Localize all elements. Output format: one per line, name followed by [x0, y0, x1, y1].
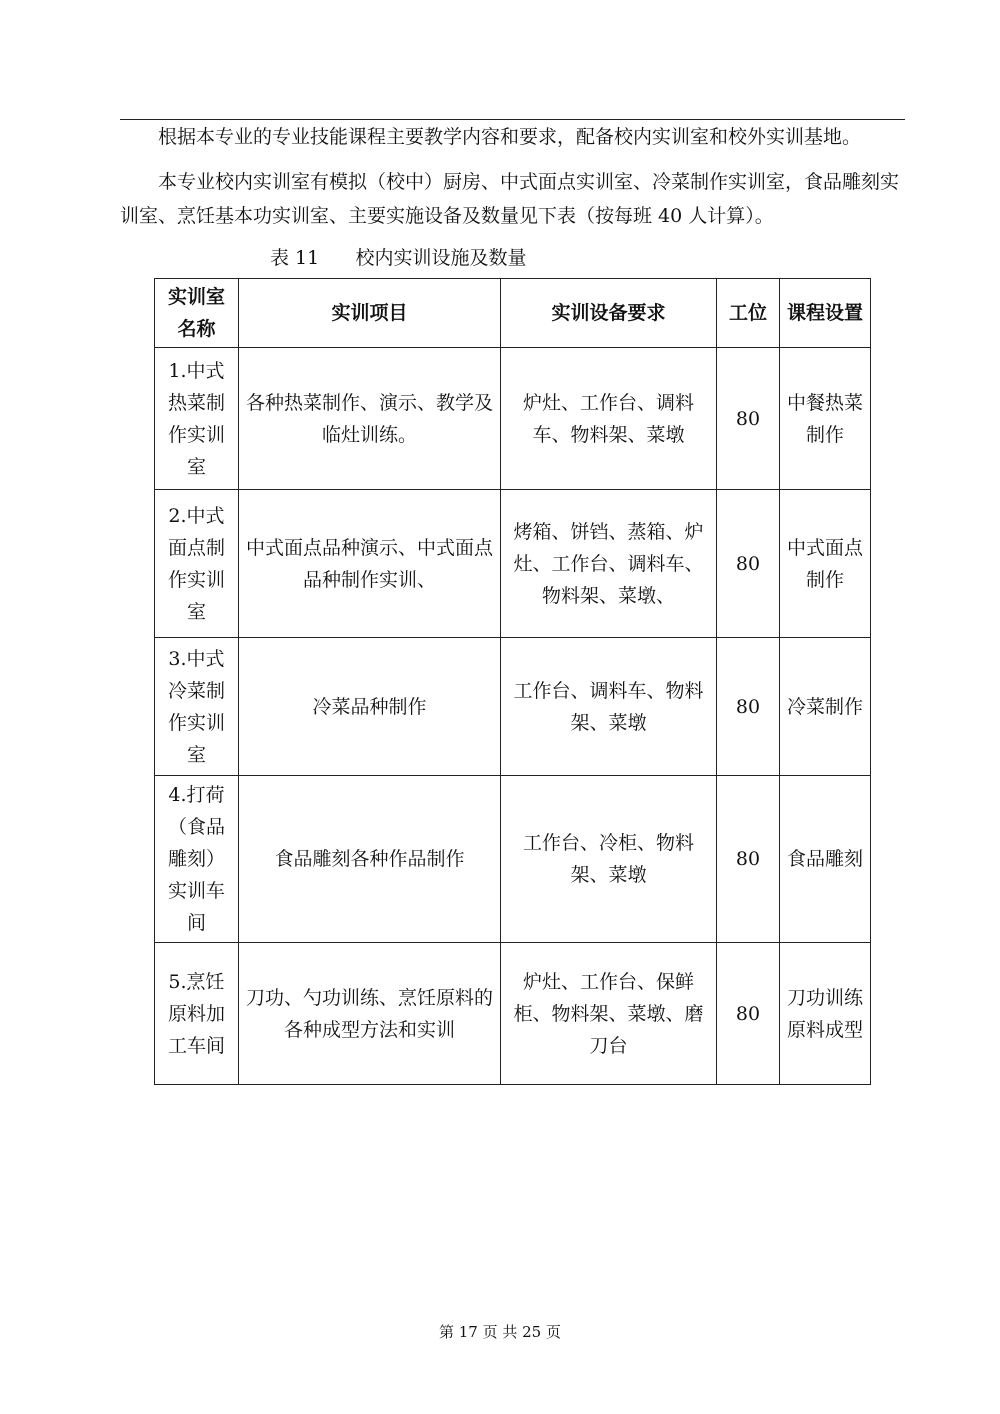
cell-course: 食品雕刻 [780, 776, 871, 943]
header-equipment: 实训设备要求 [501, 279, 717, 348]
table-row [155, 943, 871, 1085]
cell-equipment: 工作台、调料车、物料架、菜墩 [501, 638, 717, 776]
intro-paragraph: 根据本专业的专业技能课程主要教学内容和要求，配备校内实训室和校外实训基地。 [158, 126, 862, 148]
cell-positions: 80 [717, 776, 780, 943]
table-row [155, 348, 871, 490]
header-item: 实训项目 [239, 279, 501, 348]
cell-positions: 80 [717, 943, 780, 1085]
cell-training-item: 刀功、勺功训练、烹饪原料的各种成型方法和实训 [239, 943, 501, 1085]
cell-training-item: 食品雕刻各种作品制作 [239, 776, 501, 943]
cell-positions: 80 [717, 490, 780, 638]
table-caption [270, 243, 526, 273]
facilities-paragraph: 本专业校内实训室有模拟（校中）厨房、中式面点实训室、冷菜制作实训室，食品雕刻实训室、烹饪基本功实训室、主要实施设备及数量见下表（按每班 40 人计算）。 [120, 171, 900, 227]
cell-training-item: 各种热菜制作、演示、教学及临灶训练。 [239, 348, 501, 490]
header-positions: 工位 [717, 279, 780, 348]
cell-room-name: 5.烹饪原料加工车间 [155, 943, 239, 1085]
header-course: 课程设置 [780, 279, 871, 348]
cell-room-name: 4.打荷（食品雕刻）实训车间 [155, 776, 239, 943]
table-row [155, 638, 871, 776]
cell-course: 中餐热菜制作 [780, 348, 871, 490]
cell-course: 中式面点制作 [780, 490, 871, 638]
facilities-table [154, 278, 871, 1085]
cell-equipment: 炉灶、工作台、调料车、物料架、菜墩 [501, 348, 717, 490]
cell-positions: 80 [717, 348, 780, 490]
page-number: 第 17 页 共 25 页 [438, 1323, 561, 1341]
table-title: 校内实训设施及数量 [355, 247, 527, 269]
cell-training-item: 冷菜品种制作 [239, 638, 501, 776]
cell-course: 冷菜制作 [780, 638, 871, 776]
cell-equipment: 烤箱、饼铛、蒸箱、炉灶、工作台、调料车、物料架、菜墩、 [501, 490, 717, 638]
table-header-row [155, 279, 871, 348]
cell-room-name: 2.中式面点制作实训室 [155, 490, 239, 638]
cell-equipment: 炉灶、工作台、保鲜柜、物料架、菜墩、磨刀台 [501, 943, 717, 1085]
cell-room-name: 1.中式热菜制作实训室 [155, 348, 239, 490]
cell-course: 刀功训练原料成型 [780, 943, 871, 1085]
header-name: 实训室名称 [155, 279, 239, 348]
table-row [155, 490, 871, 638]
cell-positions: 80 [717, 638, 780, 776]
cell-room-name: 3.中式冷菜制作实训室 [155, 638, 239, 776]
cell-training-item: 中式面点品种演示、中式面点品种制作实训、 [239, 490, 501, 638]
table-number: 表 11 [270, 247, 320, 269]
cell-equipment: 工作台、冷柜、物料架、菜墩 [501, 776, 717, 943]
table-row [155, 776, 871, 943]
